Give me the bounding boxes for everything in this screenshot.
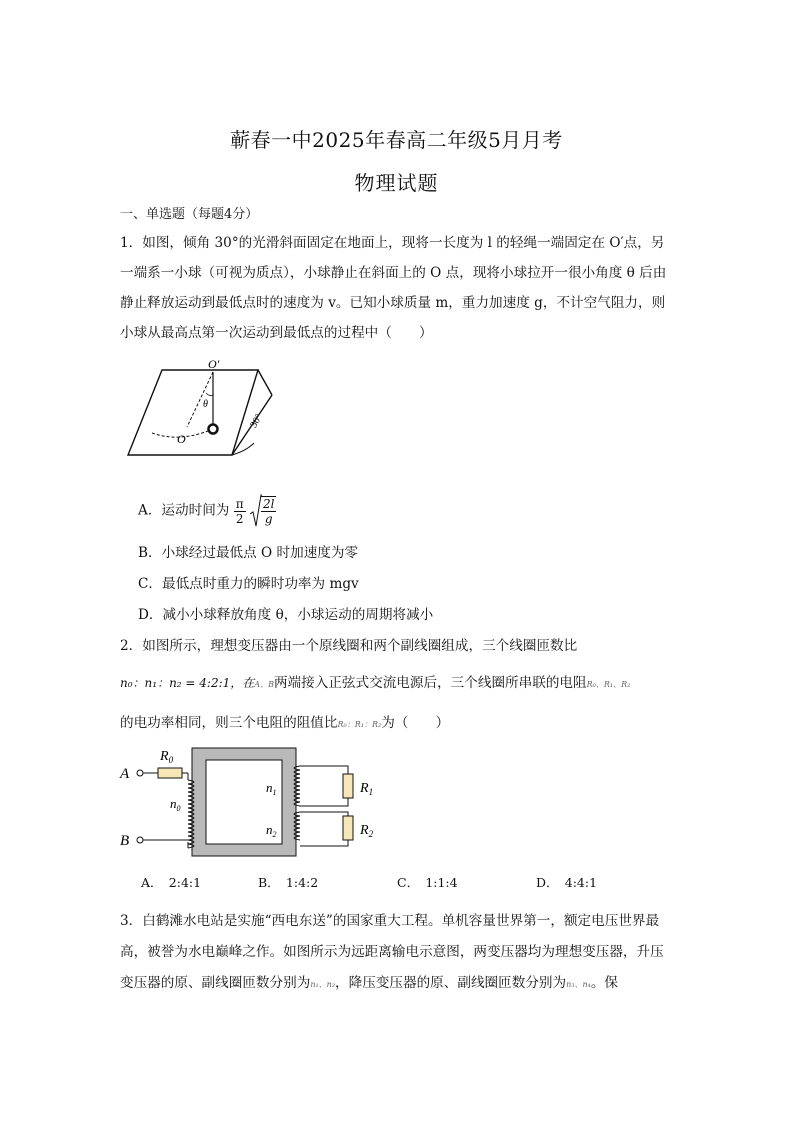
q2-line-3: 的电功率相同，则三个电阻的阻值比R₀：R₁：R₂为（ ） — [120, 715, 450, 731]
q1-incline-figure — [120, 355, 280, 465]
q2-line-1: 2．如图所示，理想变压器由一个原线圈和两个副线圈组成，三个线圈匝数比 — [120, 638, 578, 654]
q1-line-4: 小球从最高点第一次运动到最低点的过程中（ ） — [120, 325, 433, 341]
q1-option-d: D．减小小球释放角度 θ，小球运动的周期将减小 — [138, 607, 434, 623]
q2-transformer-figure — [118, 742, 388, 864]
q1-option-a: A．运动时间为 $\frac{\pi}{2}$ $\frac{2l}{g}$ — [138, 494, 276, 528]
terminal-b-label: B — [120, 833, 130, 849]
section-heading: 一、单选题（每题4分） — [120, 207, 259, 222]
q3-line-1: 3．白鹤滩水电站是实施“西电东送”的国家重大工程。单机容量世界第一，额定电压世界最 — [120, 913, 660, 929]
label-30-degree: 30° — [248, 412, 265, 430]
q1-line-2: 一端系一小球（可视为质点），小球静止在斜面上的 O 点，现将小球拉开一很小角度 θ 后由 — [120, 265, 667, 281]
q2-option-d: D． 4:4:1 — [536, 875, 598, 890]
q2-option-b: B． 1:4:2 — [258, 875, 319, 890]
r2-label: $R_2$ — [360, 823, 374, 839]
n2-label: $n_2$ — [266, 822, 277, 839]
label-o-prime: O′ — [208, 357, 220, 371]
q2-line-2: n₀：n₁：n₂ = 4:2:1，在A、B两端接入正弦式交流电源后，三个线圈所串联的电阻R₀、R₁、R₂ — [120, 675, 631, 691]
q2-option-c: C． 1:1:4 — [397, 875, 458, 890]
r0-label: $R_0$ — [160, 749, 174, 765]
q1-line-1: 1．如图，倾角 30°的光滑斜面固定在地面上，现将一长度为 l 的轻绳一端固定在 O′点，另 — [120, 235, 665, 251]
label-theta: θ — [203, 399, 208, 410]
q1-line-3: 静止释放运动到最低点时的速度为 v。已知小球质量 m，重力加速度 g，不计空气阻力，则 — [120, 295, 666, 311]
n0-label: $n_0$ — [170, 796, 181, 813]
q2-option-a: A． 2:4:1 — [141, 875, 202, 890]
terminal-a-label: A — [120, 766, 130, 782]
fraction-pi-over-2: $\frac{\pi}{2}$ — [235, 496, 244, 526]
q3-line-3: 变压器的原、副线圈匝数分别为n₁、n₂，降压变压器的原、副线圈匝数分别为n₃、n₄。保 — [120, 975, 619, 991]
q1-option-c: C．最低点时重力的瞬时功率为 mgv — [138, 576, 359, 592]
r1-label: $R_1$ — [360, 781, 374, 797]
page-title: 蕲春一中2025年春高二年级5月月考 — [230, 128, 563, 152]
page-subtitle: 物理试题 — [354, 171, 439, 195]
label-o: O — [177, 432, 186, 446]
q3-line-2: 高，被誉为水电巅峰之作。如图所示为远距离输电示意图，两变压器均为理想变压器，升压 — [120, 944, 664, 960]
q1-option-b: B．小球经过最低点 O 时加速度为零 — [138, 545, 359, 561]
n1-label: $n_1$ — [266, 780, 277, 797]
fraction-2l-over-g: $\frac{2l}{g}$ — [262, 497, 275, 526]
